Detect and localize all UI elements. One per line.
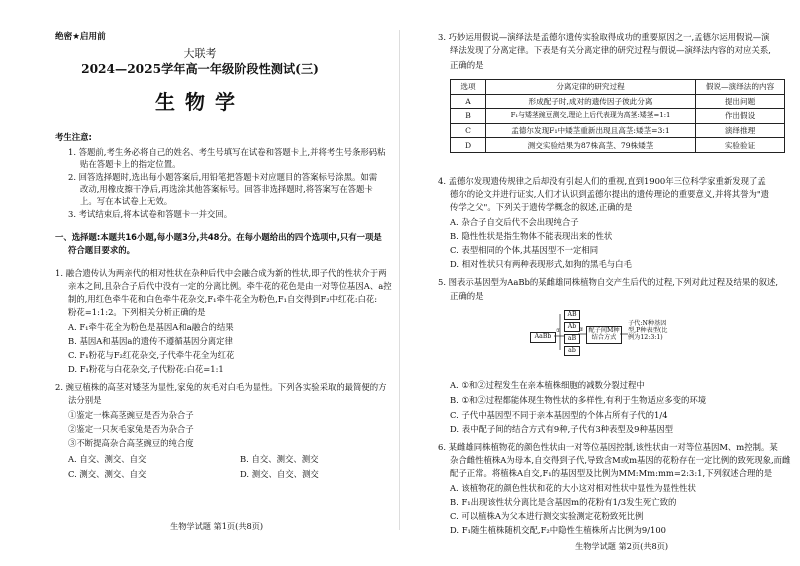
- q6-option-c: C. 可以植株A为父本进行测交实验测定花粉致死比例: [450, 511, 644, 521]
- q2-option-c: C. 测交、测交、自交: [68, 469, 147, 479]
- notice-line: 改动,用橡皮擦干净后,再选涂其他答案标号。回答非选择题时,将答案写在答题卡: [80, 184, 373, 194]
- section-heading-cont: 符合题目要求的。: [68, 245, 135, 255]
- table-cell: 孟德尔发现F₁中矮茎重新出现且高茎:矮茎=3:1: [486, 123, 696, 138]
- secret-mark: 绝密★启用前: [55, 32, 106, 42]
- table-row: [451, 109, 785, 124]
- q2-option-d: D. 测交、自交、测交: [240, 469, 319, 479]
- q5-option-a: A. ①和②过程发生在亲本植株细胞的减数分裂过程中: [450, 380, 645, 390]
- q3-stem: 3. 巧妙运用假说—演绎法是孟德尔遗传实验取得成功的重要原因之一,孟德尔运用假说—演: [438, 32, 770, 42]
- q1-option-b: B. 基因A和基因a的遗传不遵循基因分离定律: [68, 336, 233, 346]
- notice-line: 1. 答题前,考生务必将自己的姓名、考生号填写在试卷和答题卡上,并将考生号条形码粘: [68, 147, 386, 157]
- table-row: [451, 94, 785, 109]
- q2-option-b: B. 自交、测交、测交: [240, 454, 319, 464]
- svg-text:①: ①: [556, 328, 561, 334]
- table-header-row: [451, 80, 785, 95]
- q6-option-b: B. F₁出现该性状分离比是含基因m的花粉有1/3发生死亡致的: [450, 497, 677, 507]
- q5-stem: 正确的是: [450, 291, 484, 301]
- q5-stem: 5. 图表示基因型为AaBb的某雌雄同株植物自交产生后代的过程,下列对此过程及结果的叙述,: [438, 277, 779, 287]
- q5-process-diagram: [530, 310, 670, 370]
- q4-stem: 传学之父"。下列关于遗传学概念的叙述,正确的是: [450, 202, 633, 212]
- parent-genotype-box: AaBb: [530, 332, 556, 343]
- q1-stem: 亲本之间,且杂合子后代中没有一定的分离比例。牵牛花的花色是由一对等位基因A、a控: [68, 281, 392, 291]
- table-cell: C: [451, 123, 486, 138]
- table-cell: 实验验证: [696, 138, 785, 153]
- notice-line: 贴在答题卡上的指定位置。: [80, 159, 181, 169]
- q2-stem: 2. 豌豆植株的高茎对矮茎为显性,家兔的灰毛对白毛为显性。下列各实验采取的最简便的方: [55, 382, 387, 392]
- q1-option-d: D. F₁粉花与白花杂交,子代粉花:白花=1:1: [68, 364, 224, 374]
- table-cell: 提出问题: [696, 94, 785, 109]
- q2-item: ③不断提高杂合高茎豌豆的纯合度: [68, 438, 194, 448]
- svg-text:②: ②: [579, 327, 584, 333]
- page-footer-right: 生物学试题 第2页(共8页): [575, 541, 669, 551]
- q4-stem: 4. 孟德尔发现遗传规律之后却没有引起人们的重视,直到1900年三位科学家重新发现了孟: [438, 176, 766, 186]
- exam-org: 大联考: [183, 47, 217, 60]
- notice-line: 上。写在本试卷上无效。: [80, 196, 173, 206]
- q5-option-c: C. 子代中基因型不同于亲本基因型的个体占所有子代的1/4: [450, 410, 668, 420]
- q5-option-d: D. 表中配子间的结合方式有9种,子代有3种表型及9种基因型: [450, 424, 674, 434]
- q4-option-a: A. 杂合子自交后代不会出现纯合子: [450, 217, 579, 227]
- gamete-box: AB: [564, 310, 580, 320]
- gamete-box: ab: [564, 346, 580, 356]
- table-cell: 测交实验结果为87株高茎、79株矮茎: [486, 138, 696, 153]
- q3-stem: 正确的是: [450, 60, 484, 70]
- notice-line: 2. 回答选择题时,选出每小题答案后,用铅笔把答题卡对应题目的答案标号涂黑。如需: [68, 172, 378, 182]
- gamete-box: Ab: [564, 322, 580, 332]
- q3-stem: 绎法发现了分离定律。下表是有关分离定律的研究过程与假说—演绎法内容的对应关系,: [450, 45, 771, 55]
- table-cell: 形成配子时,成对的遗传因子彼此分离: [486, 94, 696, 109]
- table-row: [451, 123, 785, 138]
- q4-option-d: D. 相对性状只有两种表现形式,如狗的黑毛与白毛: [450, 259, 632, 269]
- q2-stem: 法分别是: [68, 395, 102, 405]
- q6-stem: 配子正常。将植株A自交,F₁的基因型及比例为MM:Mm:mm=2:3:1,下列叙述合理的是: [450, 468, 773, 478]
- q3-table: [450, 79, 785, 153]
- section-heading: 一、选择题:本题共16小题,每小题3分,共48分。在每小题给出的四个选项中,只有一项是: [55, 232, 382, 242]
- table-cell: A: [451, 94, 486, 109]
- offspring-text: 子代:N种基因型,P种表型(比例为12:3:1): [628, 320, 668, 347]
- table-row: [451, 138, 785, 153]
- q6-option-d: D. F₁随生植株随机交配,F₂中隐性生植株所占比例为9/100: [450, 525, 666, 535]
- q6-stem: 6. 某雌雄同株植物花的颜色性状由一对等位基因控制,该性状由一对等位基因M、m控制。某: [438, 442, 778, 452]
- diagram-arrows: [530, 310, 670, 370]
- q4-stem: 德尔的论文并进行证实,人们才认识到孟德尔提出的遗传理论的重要意义,并将其誉为"遗: [450, 189, 770, 199]
- q2-item: ①鉴定一株高茎豌豆是否为杂合子: [68, 410, 194, 420]
- gamete-box: aB: [564, 334, 580, 344]
- q4-option-c: C. 表型相同的个体,其基因型不一定相同: [450, 245, 599, 255]
- table-header: 选项: [451, 80, 486, 95]
- q1-option-c: C. F₁粉花与F₂红花杂交,子代牵牛花全为红花: [68, 350, 235, 360]
- q6-stem: 杂合雌性植株A为母本,自交得到子代,导致含M或m基因的花粉存在一定比例的致死现象,而雌: [450, 455, 791, 465]
- table-cell: F₁与矮茎豌豆测交,理论上后代表现为高茎:矮茎=1:1: [486, 109, 696, 124]
- table-cell: B: [451, 109, 486, 124]
- exam-title: 2024—2025学年高一年级阶段性测试(三): [81, 62, 319, 76]
- q2-option-a: A. 自交、测交、自交: [68, 454, 147, 464]
- q1-stem: 粉花=1:1:2。下列相关分析正确的是: [68, 307, 206, 317]
- table-cell: D: [451, 138, 486, 153]
- table-cell: 作出假设: [696, 109, 785, 124]
- q4-option-b: B. 隐性性状是指生物体不能表现出来的性状: [450, 231, 613, 241]
- page-footer-left: 生物学试题 第1页(共8页): [170, 521, 264, 531]
- fertilization-box: 配子间M种结合方式: [586, 326, 622, 344]
- notice-heading: 考生注意:: [55, 132, 92, 142]
- q2-item: ②鉴定一只灰毛家兔是否为杂合子: [68, 424, 194, 434]
- table-header: 假说—演绎法的内容: [696, 80, 785, 95]
- q1-stem: 1. 融合遗传认为两亲代的相对性状在杂种后代中会融合成为新的性状,即子代的性状介于两: [55, 268, 387, 278]
- q5-option-b: B. ①和②过程都能体现生物性状的多样性,有利于生物适应多变的环境: [450, 395, 707, 405]
- q1-stem: 制的,用红色牵牛花和白色牵牛花杂交,F₁牵牛花全为粉色,F₁自交得到F₂中红花:白花:: [68, 294, 378, 304]
- q6-option-a: A. 该植物花的颜色性状和花的大小这对相对性状中显性为显性性状: [450, 483, 696, 493]
- table-header: 分离定律的研究过程: [486, 80, 696, 95]
- subject-title: 生物学: [155, 90, 245, 114]
- table-cell: 演绎推理: [696, 123, 785, 138]
- notice-line: 3. 考试结束后,将本试卷和答题卡一并交回。: [68, 209, 233, 219]
- q1-option-a: A. F₁牵牛花全为粉色是基因A和a融合的结果: [68, 322, 234, 332]
